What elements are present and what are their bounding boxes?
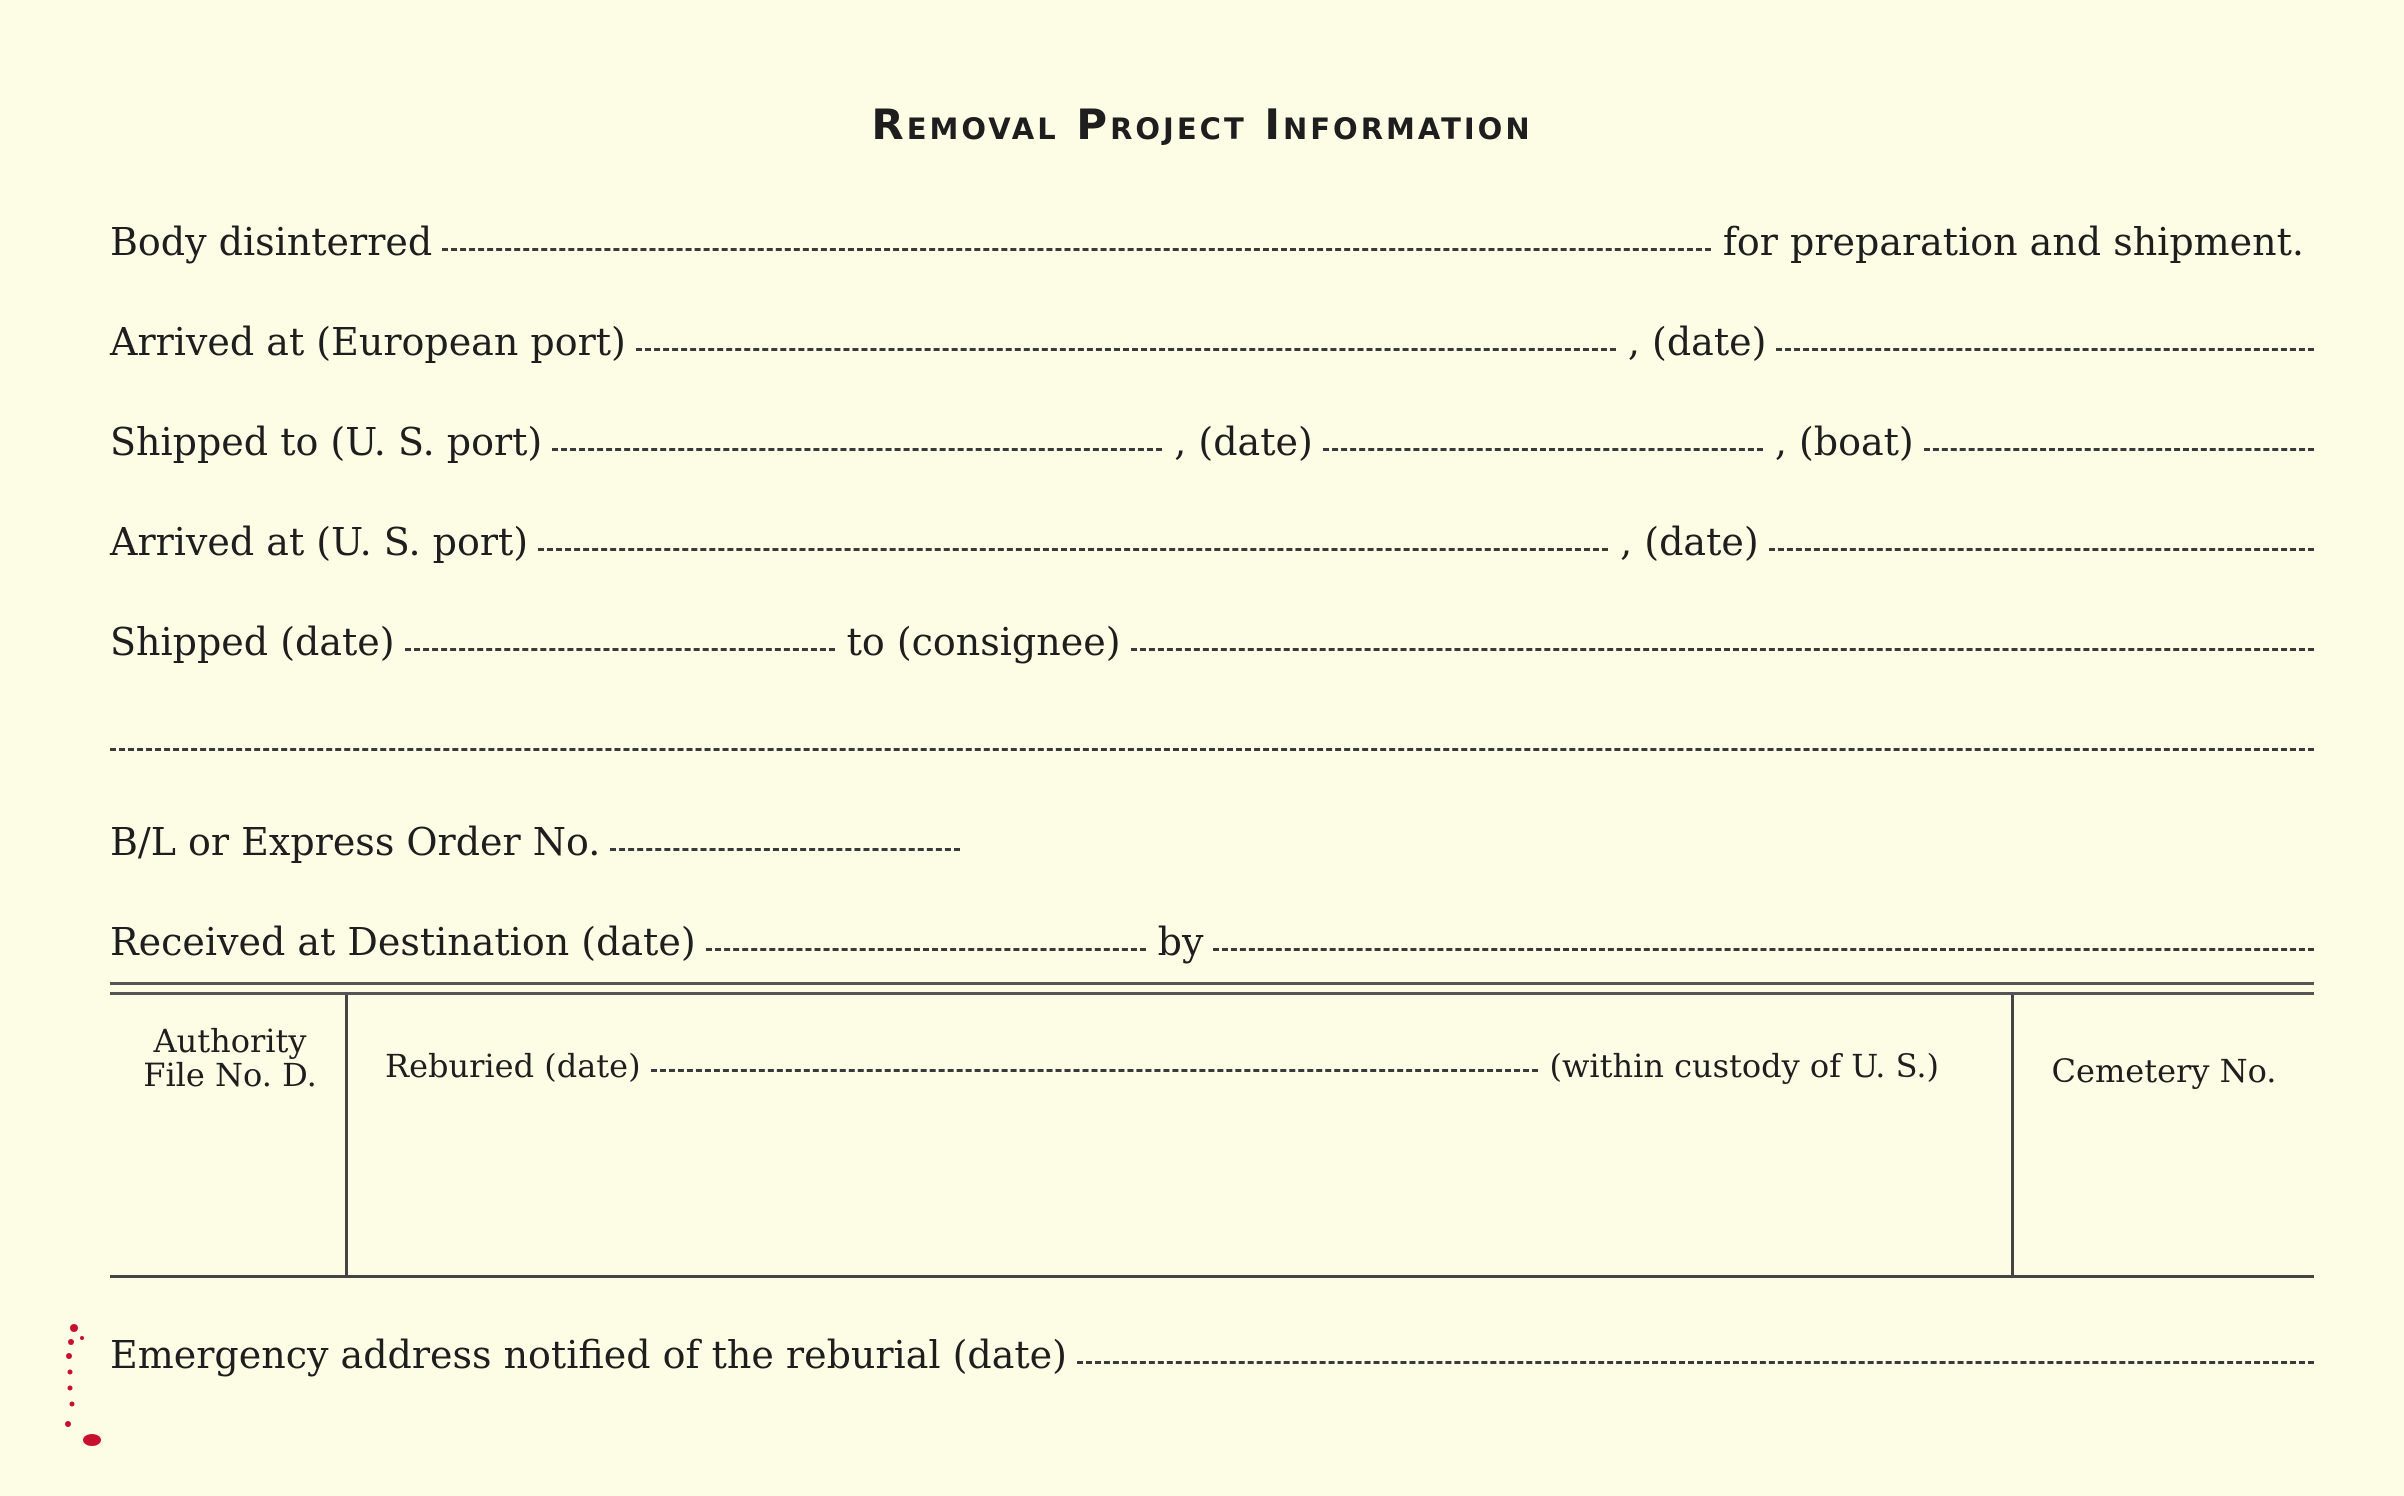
label-by: by [1157,920,1204,964]
row-received-destination [110,905,2314,965]
label-emergency-address: Emergency address notified of the reburial (date) [110,1333,1067,1377]
label-bl-express-order: B/L or Express Order No. [110,820,601,864]
field-body-disinterred[interactable] [442,248,1711,251]
label-within-custody: (within custody of U. S.) [1549,1047,1939,1085]
row-consignee-continued [110,705,2314,765]
row-shipped-consignee [110,605,2314,665]
label-body-disinterred: Body disinterred [110,220,433,264]
row-emergency [110,1318,2314,1378]
field-reburied-date[interactable] [651,1069,1538,1072]
label-reburied-date: Reburied (date) [385,1047,641,1085]
reburied-cell [385,1047,1949,1086]
field-boat[interactable] [1924,448,2314,451]
field-us-arrival-date[interactable] [1769,548,2314,551]
column-divider-left [345,995,348,1275]
red-stamp-mark [62,1320,102,1450]
field-consignee-continued[interactable] [110,748,2314,751]
cemetery-no-cell [2034,1052,2294,1090]
row-body-disinterred [110,205,2314,265]
field-us-arrival-port[interactable] [538,548,1608,551]
column-divider-right [2011,995,2014,1275]
field-european-arrival-date[interactable] [1776,348,2314,351]
row-arrived-us [110,505,2314,565]
label-arrived-us-port: Arrived at (U. S. port) [110,520,529,564]
authority-file-cell [130,1022,330,1094]
field-consignee[interactable] [1131,648,2314,651]
field-shipped-date-2[interactable] [405,648,835,651]
label-for-preparation: for preparation and shipment. [1722,220,2304,264]
row-shipped-to-us [110,405,2314,465]
double-rule [110,982,2314,995]
field-bl-order-no[interactable] [610,848,960,851]
label-shipped-to-us-port: Shipped to (U. S. port) [110,420,543,464]
field-us-port[interactable] [552,448,1162,451]
field-shipped-date[interactable] [1323,448,1763,451]
row-bl-order [110,805,2314,865]
label-received-at-destination: Received at Destination (date) [110,920,696,964]
row-arrived-european [110,305,2314,365]
field-european-port[interactable] [636,348,1616,351]
form-title: Removal Project Information [871,100,1533,149]
label-cemetery-no: Cemetery No. [2051,1052,2277,1090]
authority-label: Authority [153,1022,307,1060]
label-date: , (date) [1620,520,1759,564]
label-shipped-date: Shipped (date) [110,620,395,664]
field-emergency-date[interactable] [1077,1361,2314,1364]
label-boat: , (boat) [1774,420,1914,464]
file-no-label: File No. D. [143,1055,317,1094]
reburial-table [110,995,2314,1278]
field-received-date[interactable] [706,948,1146,951]
field-received-by[interactable] [1213,948,2314,951]
label-arrived-european-port: Arrived at (European port) [110,320,626,364]
label-to-consignee: to (consignee) [846,620,1121,664]
label-date: , (date) [1174,420,1313,464]
label-date: , (date) [1627,320,1767,364]
